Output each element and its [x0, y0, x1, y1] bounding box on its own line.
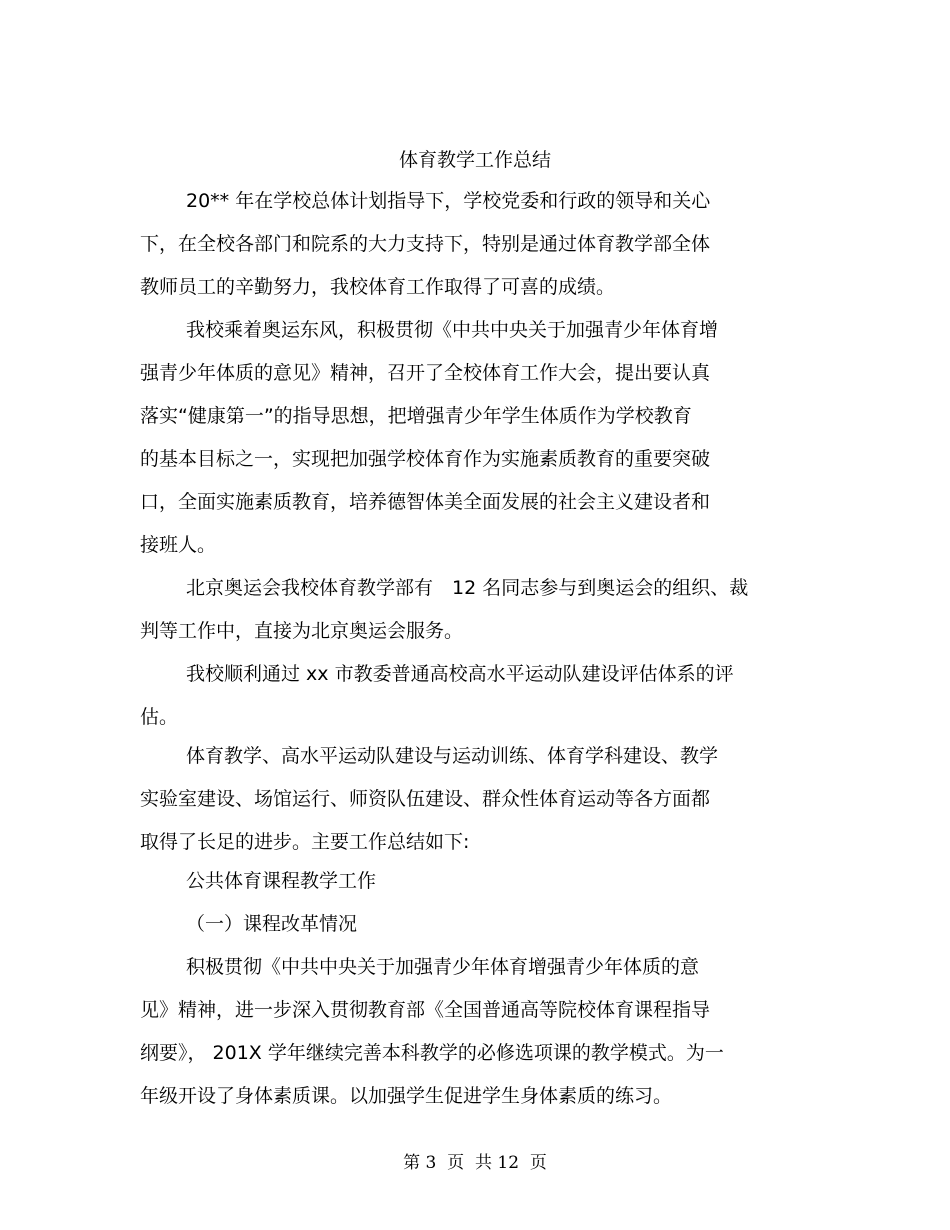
- paragraph-line: 取得了长足的进步。主要工作总结如下:: [140, 831, 470, 853]
- paragraph-line: 估。: [140, 706, 179, 728]
- paragraph-line: 我校乘着奥运东风，积极贯彻《中共中央关于加强青少年体育增: [186, 319, 719, 341]
- paragraph-line: 判等工作中，直接为北京奥运会服务。: [140, 620, 464, 642]
- paragraph-line: 教师员工的辛勤努力，我校体育工作取得了可喜的成绩。: [140, 276, 616, 298]
- paragraph-line: 积极贯彻《中共中央关于加强青少年体育增强青少年体质的意: [186, 956, 700, 978]
- section-heading: 公共体育课程教学工作: [186, 870, 377, 892]
- paragraph-line: 北京奥运会我校体育教学部有 12 名同志参与到奥运会的组织、裁: [186, 577, 749, 599]
- subsection-heading: （一）课程改革情况: [186, 913, 358, 935]
- paragraph-line: 纲要》， 201X 学年继续完善本科教学的必修选项课的教学模式。为一: [140, 1042, 724, 1064]
- paragraph-line: 20** 年在学校总体计划指导下，学校党委和行政的领导和关心: [186, 190, 711, 212]
- paragraph-line: 见》精神，进一步深入贯彻教育部《全国普通高等院校体育课程指导: [140, 999, 711, 1021]
- document-title: 体育教学工作总结: [398, 149, 551, 171]
- paragraph-line: 实验室建设、场馆运行、师资队伍建设、群众性体育运动等各方面都: [140, 788, 711, 810]
- paragraph-line: 年级开设了身体素质课。以加强学生促进学生身体素质的练习。: [140, 1085, 673, 1107]
- page-number-footer: 第 3 页 共 12 页: [403, 1153, 547, 1173]
- paragraph-line: 接班人。: [140, 534, 217, 556]
- paragraph-line: 落实“健康第一”的指导思想，把增强青少年学生体质作为学校教育: [140, 405, 692, 427]
- paragraph-line: 我校顺利通过 xx 市教委普通高校高水平运动队建设评估体系的评: [186, 663, 734, 685]
- paragraph-line: 强青少年体质的意见》精神，召开了全校体育工作大会，提出要认真: [140, 362, 711, 384]
- paragraph-line: 口，全面实施素质教育，培养德智体美全面发展的社会主义建设者和: [140, 491, 711, 513]
- paragraph-line: 下，在全校各部门和院系的大力支持下，特别是通过体育教学部全体: [140, 233, 711, 255]
- paragraph-line: 的基本目标之一，实现把加强学校体育作为实施素质教育的重要突破: [140, 448, 711, 470]
- paragraph-line: 体育教学、高水平运动队建设与运动训练、体育学科建设、教学: [186, 745, 719, 767]
